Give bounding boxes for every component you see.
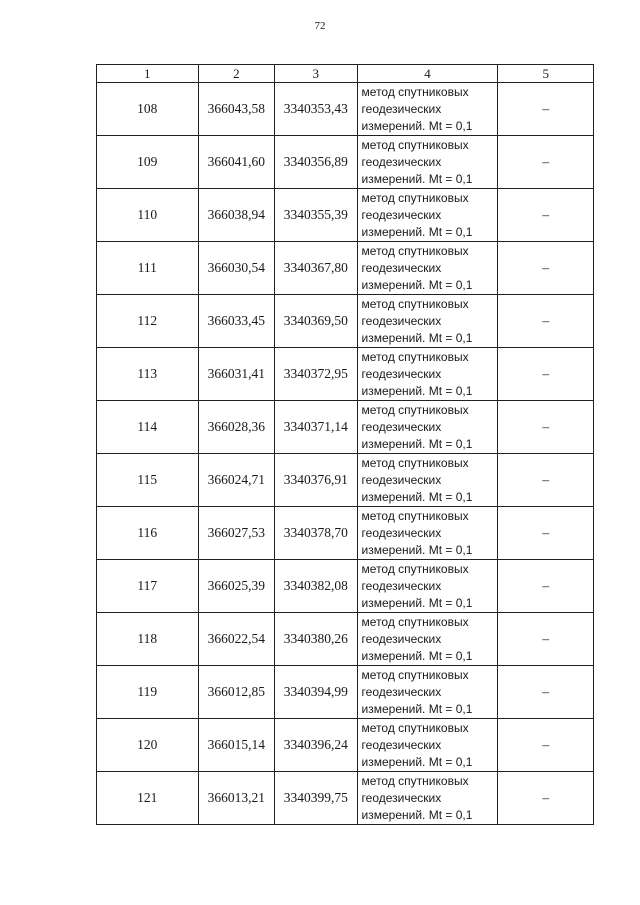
method-cell	[357, 613, 498, 666]
table-row	[97, 560, 594, 613]
table-row	[97, 613, 594, 666]
column-header-3: 3	[275, 65, 357, 83]
column-header-5: 5	[498, 65, 594, 83]
y-coordinate-cell: 3340355,39	[275, 189, 357, 242]
table-row	[97, 454, 594, 507]
method-line-1: метод спутниковых	[361, 243, 469, 258]
y-coordinate-cell: 3340372,95	[275, 348, 357, 401]
method-line-3: измерений. Mt = 0,1	[361, 383, 473, 398]
method-line-3: измерений. Mt = 0,1	[361, 436, 473, 451]
method-line-2: геодезических	[361, 101, 442, 116]
method-line-1: метод спутниковых	[361, 455, 469, 470]
y-coordinate-cell: 3340382,08	[275, 560, 357, 613]
method-line-1: метод спутниковых	[361, 561, 469, 576]
y-coordinate-cell: 3340369,50	[275, 295, 357, 348]
y-coordinate-cell: 3340371,14	[275, 401, 357, 454]
page-number: 72	[314, 20, 326, 32]
method-line-1: метод спутниковых	[361, 296, 469, 311]
x-coordinate-cell: 366043,58	[198, 83, 274, 136]
table-row	[97, 772, 594, 825]
method-cell	[357, 83, 498, 136]
method-cell	[357, 719, 498, 772]
point-number-cell: 118	[97, 613, 199, 666]
column-5-cell: –	[498, 242, 594, 295]
method-line-1: метод спутниковых	[361, 773, 469, 788]
point-number-cell: 116	[97, 507, 199, 560]
method-cell	[357, 507, 498, 560]
y-coordinate-cell: 3340376,91	[275, 454, 357, 507]
table-row	[97, 295, 594, 348]
method-line-3: измерений. Mt = 0,1	[361, 224, 473, 239]
column-header-4: 4	[357, 65, 498, 83]
x-coordinate-cell: 366025,39	[198, 560, 274, 613]
point-number-cell: 115	[97, 454, 199, 507]
method-line-2: геодезических	[361, 313, 442, 328]
column-5-cell: –	[498, 295, 594, 348]
table-row	[97, 136, 594, 189]
column-5-cell: –	[498, 136, 594, 189]
point-number-cell: 114	[97, 401, 199, 454]
x-coordinate-cell: 366012,85	[198, 666, 274, 719]
method-line-2: геодезических	[361, 207, 442, 222]
x-coordinate-cell: 366030,54	[198, 242, 274, 295]
y-coordinate-cell: 3340399,75	[275, 772, 357, 825]
method-line-1: метод спутниковых	[361, 402, 469, 417]
method-line-1: метод спутниковых	[361, 508, 469, 523]
method-line-3: измерений. Mt = 0,1	[361, 701, 473, 716]
method-line-3: измерений. Mt = 0,1	[361, 542, 473, 557]
method-line-3: измерений. Mt = 0,1	[361, 489, 473, 504]
method-line-3: измерений. Mt = 0,1	[361, 754, 473, 769]
y-coordinate-cell: 3340378,70	[275, 507, 357, 560]
column-5-cell: –	[498, 189, 594, 242]
method-line-1: метод спутниковых	[361, 349, 469, 364]
y-coordinate-cell: 3340396,24	[275, 719, 357, 772]
table-row	[97, 348, 594, 401]
method-line-2: геодезических	[361, 525, 442, 540]
x-coordinate-cell: 366031,41	[198, 348, 274, 401]
method-cell	[357, 136, 498, 189]
method-line-1: метод спутниковых	[361, 84, 469, 99]
point-number-cell: 113	[97, 348, 199, 401]
column-header-1: 1	[97, 65, 199, 83]
column-5-cell: –	[498, 772, 594, 825]
x-coordinate-cell: 366015,14	[198, 719, 274, 772]
point-number-cell: 121	[97, 772, 199, 825]
method-line-2: геодезических	[361, 260, 442, 275]
x-coordinate-cell: 366024,71	[198, 454, 274, 507]
point-number-cell: 109	[97, 136, 199, 189]
x-coordinate-cell: 366022,54	[198, 613, 274, 666]
y-coordinate-cell: 3340353,43	[275, 83, 357, 136]
table-row	[97, 507, 594, 560]
column-header-2: 2	[198, 65, 274, 83]
column-5-cell: –	[498, 719, 594, 772]
method-cell	[357, 189, 498, 242]
table-row	[97, 719, 594, 772]
method-line-1: метод спутниковых	[361, 614, 469, 629]
method-line-3: измерений. Mt = 0,1	[361, 330, 473, 345]
y-coordinate-cell: 3340380,26	[275, 613, 357, 666]
point-number-cell: 111	[97, 242, 199, 295]
method-line-1: метод спутниковых	[361, 190, 469, 205]
method-line-3: измерений. Mt = 0,1	[361, 118, 473, 133]
method-cell	[357, 666, 498, 719]
column-5-cell: –	[498, 666, 594, 719]
table-row	[97, 666, 594, 719]
method-cell	[357, 242, 498, 295]
table-row	[97, 242, 594, 295]
method-cell	[357, 560, 498, 613]
method-cell	[357, 772, 498, 825]
method-line-2: геодезических	[361, 684, 442, 699]
method-cell	[357, 348, 498, 401]
column-5-cell: –	[498, 613, 594, 666]
column-5-cell: –	[498, 560, 594, 613]
x-coordinate-cell: 366028,36	[198, 401, 274, 454]
point-number-cell: 112	[97, 295, 199, 348]
table-row	[97, 189, 594, 242]
column-5-cell: –	[498, 401, 594, 454]
x-coordinate-cell: 366027,53	[198, 507, 274, 560]
point-number-cell: 108	[97, 83, 199, 136]
coordinates-table	[96, 64, 594, 825]
y-coordinate-cell: 3340394,99	[275, 666, 357, 719]
point-number-cell: 120	[97, 719, 199, 772]
x-coordinate-cell: 366038,94	[198, 189, 274, 242]
method-line-2: геодезических	[361, 472, 442, 487]
column-5-cell: –	[498, 348, 594, 401]
method-cell	[357, 401, 498, 454]
method-line-2: геодезических	[361, 366, 442, 381]
method-line-3: измерений. Mt = 0,1	[361, 277, 473, 292]
method-line-2: геодезических	[361, 154, 442, 169]
method-line-3: измерений. Mt = 0,1	[361, 171, 473, 186]
x-coordinate-cell: 366041,60	[198, 136, 274, 189]
method-cell	[357, 295, 498, 348]
column-5-cell: –	[498, 507, 594, 560]
point-number-cell: 110	[97, 189, 199, 242]
method-line-3: измерений. Mt = 0,1	[361, 807, 473, 822]
method-line-2: геодезических	[361, 419, 442, 434]
y-coordinate-cell: 3340367,80	[275, 242, 357, 295]
point-number-cell: 119	[97, 666, 199, 719]
column-5-cell: –	[498, 454, 594, 507]
table-row	[97, 83, 594, 136]
method-line-1: метод спутниковых	[361, 720, 469, 735]
method-line-2: геодезических	[361, 737, 442, 752]
table-header-row	[97, 65, 594, 83]
method-cell	[357, 454, 498, 507]
table-body	[97, 83, 594, 825]
table-row	[97, 401, 594, 454]
method-line-3: измерений. Mt = 0,1	[361, 648, 473, 663]
x-coordinate-cell: 366033,45	[198, 295, 274, 348]
method-line-2: геодезических	[361, 790, 442, 805]
x-coordinate-cell: 366013,21	[198, 772, 274, 825]
method-line-1: метод спутниковых	[361, 667, 469, 682]
method-line-3: измерений. Mt = 0,1	[361, 595, 473, 610]
y-coordinate-cell: 3340356,89	[275, 136, 357, 189]
point-number-cell: 117	[97, 560, 199, 613]
method-line-2: геодезических	[361, 631, 442, 646]
column-5-cell: –	[498, 83, 594, 136]
method-line-1: метод спутниковых	[361, 137, 469, 152]
method-line-2: геодезических	[361, 578, 442, 593]
